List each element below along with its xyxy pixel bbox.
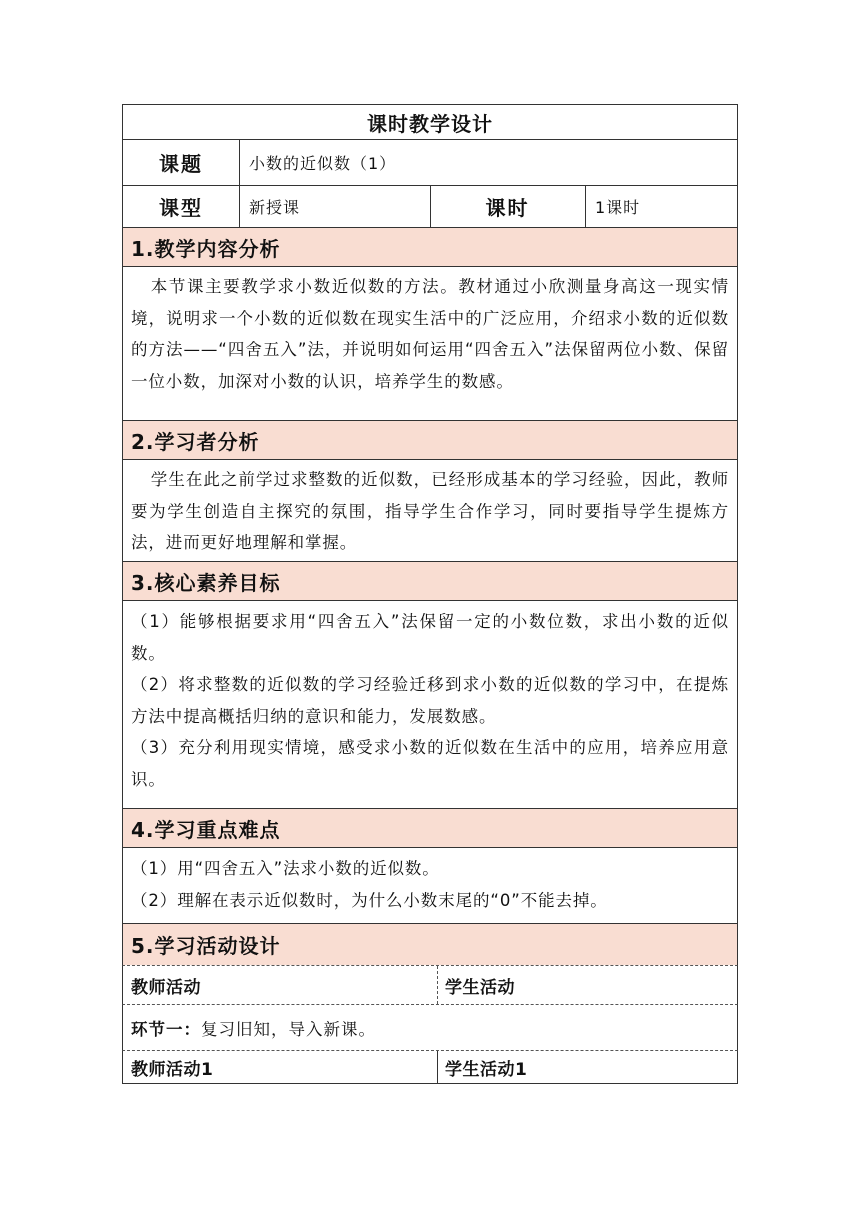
student-activity-header: 学生活动: [445, 977, 515, 998]
section-heading-1: 1.教学内容分析: [122, 227, 738, 266]
section-body-1: [122, 266, 738, 420]
type-row: [122, 185, 738, 227]
section-body-4: [122, 847, 738, 923]
teacher-activity-header: 教师活动: [131, 977, 201, 998]
section-body-2: [122, 459, 738, 561]
section-heading-2: 2.学习者分析: [122, 420, 738, 459]
step-1-text: 复习旧知，导入新课。: [201, 1019, 376, 1039]
topic-row: [122, 139, 738, 185]
activity-1-row: [122, 1050, 738, 1084]
teacher-activity-1: 教师活动1: [131, 1059, 214, 1080]
goal-item-2: （2）将求整数的近似数的学习经验迁移到求小数的近似数的学习中，在提炼方法中提高概括归纳的意识和能力，发展数感。: [131, 675, 729, 726]
step-1: [123, 1005, 737, 1050]
section-heading-3: 3.核心素养目标: [122, 561, 738, 600]
goal-item-1: （1）能够根据要求用“四舍五入”法保留一定的小数位数，求出小数的近似数。: [131, 612, 729, 663]
period-value: 1课时: [595, 198, 641, 217]
step-row: [122, 1004, 738, 1050]
content-analysis-text: 本节课主要教学求小数近似数的方法。教材通过小欣测量身高这一现实情境，说明求一个小数的近似数在现实生活中的广泛应用，介绍求小数的近似数的方法——“四舍五入”法，并说明如何运用“四舍五入”法保留两位小数、保留一位小数，加深对小数的认识，培养学生的数感。: [131, 277, 729, 391]
topic-label: 课题: [159, 152, 203, 176]
activity-header-row: [122, 965, 738, 1004]
learner-analysis-text: 学生在此之前学过求整数的近似数，已经形成基本的学习经验，因此，教师要为学生创造自主探究的氛围，指导学生合作学习，同时要指导学生提炼方法，进而更好地理解和掌握。: [131, 470, 729, 552]
page-title: 课时教学设计: [367, 111, 493, 136]
goal-item-3: （3）充分利用现实情境，感受求小数的近似数在生活中的应用，培养应用意识。: [131, 738, 729, 789]
section-heading-4: 4.学习重点难点: [122, 808, 738, 847]
key-point-1: （1）用“四舍五入”法求小数的近似数。: [131, 859, 440, 878]
student-activity-1: 学生活动1: [445, 1059, 528, 1080]
section-body-3: [122, 600, 738, 808]
topic-value: 小数的近似数（1）: [249, 154, 397, 173]
type-label: 课型: [159, 196, 203, 220]
key-point-2: （2）理解在表示近似数时，为什么小数末尾的“0”不能去掉。: [131, 890, 608, 910]
section-heading-5: 5.学习活动设计: [122, 923, 738, 965]
step-1-label: 环节一：: [131, 1019, 201, 1039]
period-label: 课时: [485, 196, 530, 220]
type-value: 新授课: [249, 198, 301, 217]
title-row: [122, 104, 738, 139]
